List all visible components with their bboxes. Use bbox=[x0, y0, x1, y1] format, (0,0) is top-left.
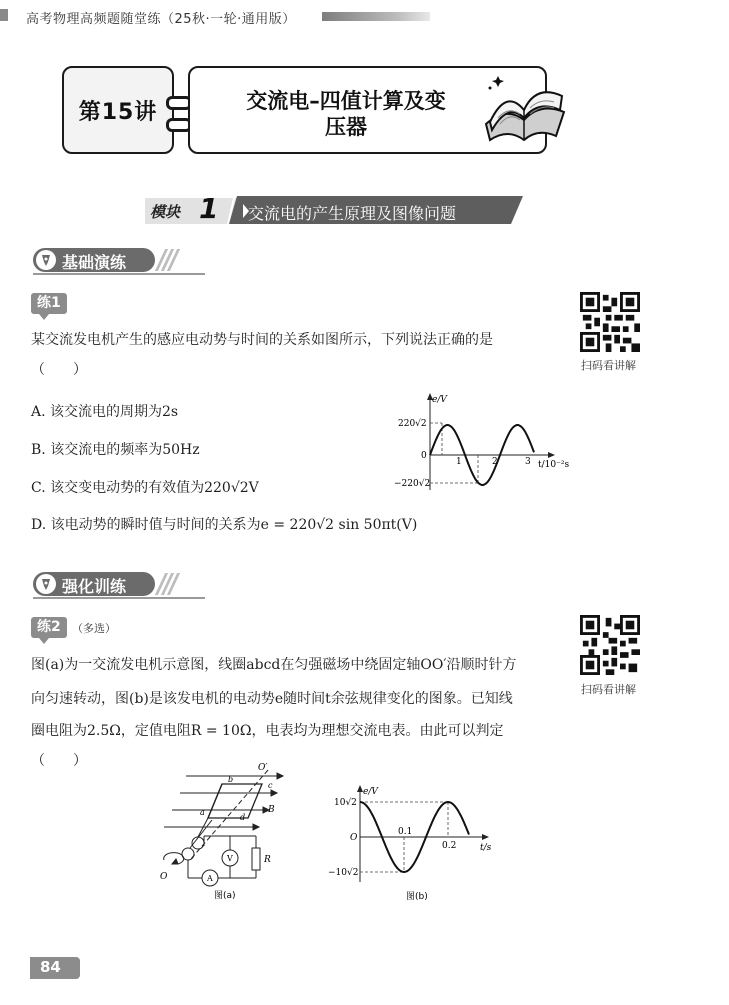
y-axis-label: e/V bbox=[363, 787, 378, 797]
x-tick-3: 3 bbox=[525, 457, 531, 467]
y-min-label: −10√2 bbox=[328, 868, 359, 878]
figure-b-caption: 图(b) bbox=[406, 892, 428, 902]
y-axis-label: e/V bbox=[432, 395, 447, 405]
x-axis-label: t/s bbox=[480, 843, 492, 853]
qr-code-icon[interactable] bbox=[580, 292, 640, 352]
section-title-basic: 基础演练 bbox=[62, 253, 127, 272]
x-axis-arrow bbox=[482, 834, 489, 840]
section-underline bbox=[33, 273, 205, 275]
label-b: b bbox=[228, 775, 234, 784]
label-d: d bbox=[240, 813, 246, 822]
lecture-title-line2: 压器 bbox=[325, 115, 367, 139]
q1-option-a: A. 该交流电的周期为2s bbox=[31, 404, 179, 420]
q2-answer-paren: （ ） bbox=[31, 753, 87, 769]
lecture-title bbox=[220, 88, 472, 140]
x-tick-1: 1 bbox=[456, 457, 462, 467]
origin-label: O bbox=[350, 833, 358, 843]
ammeter-icon: A bbox=[207, 874, 213, 883]
module-title: 交流电的产生原理及图像问题 bbox=[248, 204, 457, 223]
x-tick-0-1: 0.1 bbox=[398, 827, 413, 837]
x-tick-0-2: 0.2 bbox=[442, 841, 457, 851]
module-label: 模块 bbox=[150, 203, 181, 221]
y-max-label: 10√2 bbox=[334, 798, 357, 808]
q1-option-b: B. 该交流电的频率为50Hz bbox=[31, 442, 200, 458]
lecture-label: 第15讲 bbox=[78, 99, 158, 125]
x-axis-label: t/10⁻²s bbox=[538, 460, 570, 470]
section-title-advanced: 强化训练 bbox=[62, 577, 127, 596]
x-axis-arrow bbox=[548, 452, 555, 458]
tag-tail bbox=[39, 314, 49, 320]
tag-tail bbox=[39, 638, 49, 644]
q2-line-3: 圈电阻为2.5Ω，定值电阻R = 10Ω，电表均为理想交流电表。由此可以判定 bbox=[31, 723, 504, 739]
label-a: a bbox=[200, 808, 205, 817]
x-tick-2: 2 bbox=[492, 457, 498, 467]
page-number: 84 bbox=[40, 958, 61, 976]
y-min-label: −220√2 bbox=[394, 479, 431, 489]
q1-stem: 某交流发电机产生的感应电动势与时间的关系如图所示，下列说法正确的是 bbox=[31, 332, 493, 348]
q2-line-1: 图(a)为一交流发电机示意图，线圈abcd在匀强磁场中绕固定轴OO′沿顺时针方 bbox=[31, 657, 517, 673]
open-book-icon bbox=[476, 66, 572, 150]
lecture-label-box bbox=[62, 66, 174, 154]
y-max-label: 220√2 bbox=[398, 419, 427, 429]
qr-code-icon[interactable] bbox=[580, 615, 640, 675]
q2-multi-select-note: （多选） bbox=[72, 622, 116, 635]
exercise-tag-1: 练1 bbox=[31, 293, 67, 314]
label-field-b: B bbox=[268, 805, 275, 815]
origin-label: 0 bbox=[421, 451, 427, 461]
q2-line-2: 向匀速转动，图(b)是该发电机的电动势e随时间t余弦规律变化的图象。已知线 bbox=[31, 691, 513, 707]
voltmeter-icon: V bbox=[227, 854, 233, 863]
figure-b-emf-graph bbox=[326, 782, 496, 902]
header-marker bbox=[0, 9, 8, 21]
label-o-prime: O′ bbox=[258, 763, 268, 773]
module-number: 1 bbox=[199, 192, 219, 225]
lecture-title-line1: 交流电–四值计算及变 bbox=[246, 89, 446, 113]
header-title: 高考物理高频题随堂练（25秋·一轮·通用版） bbox=[26, 12, 296, 27]
q1-option-d: D. 该电动势的瞬时值与时间的关系为e = 220√2 sin 50πt(V) bbox=[31, 517, 418, 533]
figure-a-caption: 图(a) bbox=[214, 891, 236, 900]
pen-nib-icon bbox=[36, 250, 56, 270]
pen-nib-icon bbox=[36, 574, 56, 594]
qr-scan-label: 扫码看讲解 bbox=[581, 359, 636, 372]
figure-a-generator bbox=[150, 760, 290, 900]
header-decor-bar bbox=[322, 12, 430, 21]
label-o: O bbox=[160, 872, 168, 882]
label-c: c bbox=[268, 781, 273, 790]
q1-option-c: C. 该交变电动势的有效值为220√2V bbox=[31, 480, 259, 496]
label-resistor: R bbox=[264, 855, 271, 865]
section-underline bbox=[33, 597, 205, 599]
exercise-tag-2: 练2 bbox=[31, 617, 67, 638]
q1-answer-paren: （ ） bbox=[31, 362, 87, 378]
qr-scan-label: 扫码看讲解 bbox=[581, 683, 636, 696]
q1-emf-graph bbox=[390, 390, 580, 498]
